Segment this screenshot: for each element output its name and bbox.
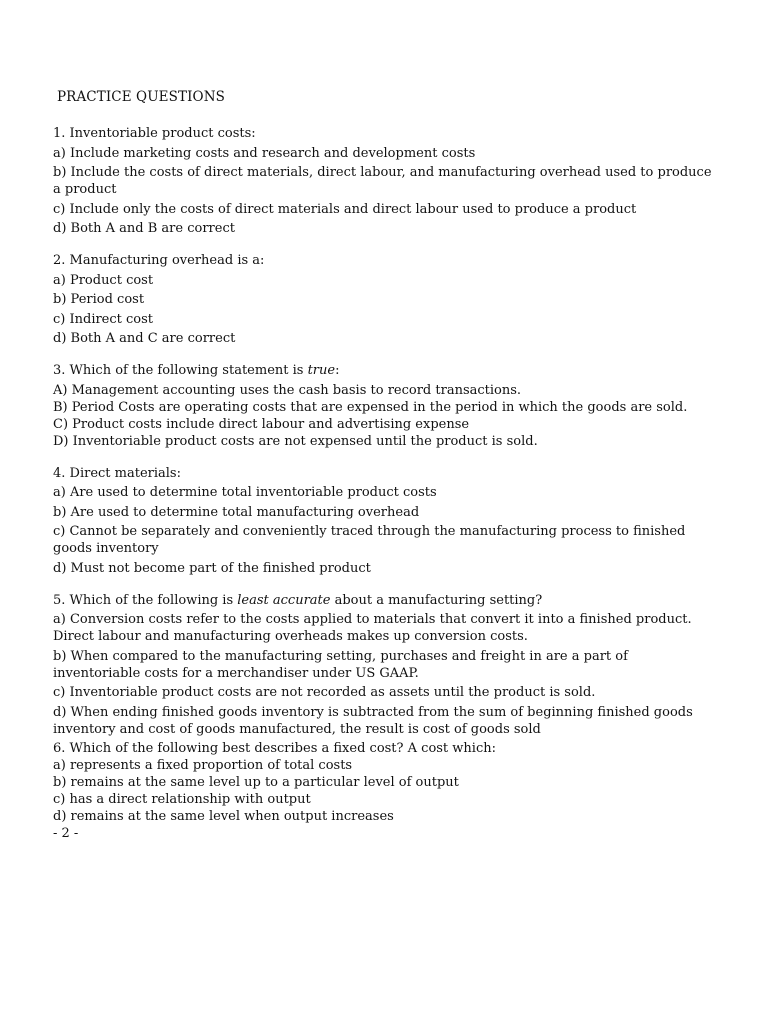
option-c: c) has a direct relationship with output — [53, 792, 311, 807]
question-3 — [53, 362, 713, 450]
option-d: d) When ending finished goods inventory is subtracted from the sum of beginning finished goods inventory and cost of goods manufactured, the result is cost of goods sold — [53, 704, 693, 737]
option-b: b) Period cost — [53, 292, 145, 307]
option-a: A) Management accounting uses the cash basis to record transactions. — [53, 382, 522, 398]
option-a: a) Product cost — [53, 272, 154, 288]
page-number: - 2 - — [53, 826, 79, 841]
question-6 — [53, 740, 713, 825]
option-d: d) Both A and B are correct — [53, 221, 235, 236]
document-page — [53, 88, 713, 855]
question-1 — [53, 125, 713, 237]
question-5 — [53, 592, 713, 738]
question-text-start: 5. Which of the following is — [53, 592, 238, 608]
option-a: a) Conversion costs refer to the costs applied to materials that convert it into a finished product. Direct labour and manufacturing overheads makes up conversion costs. — [53, 612, 692, 644]
question-text-end: about a manufacturing setting? — [330, 592, 543, 608]
option-a: a) represents a fixed proportion of total costs — [53, 758, 353, 773]
question-text-start: 3. Which of the following statement is — [53, 363, 308, 378]
question-text — [53, 362, 713, 379]
question-2 — [53, 252, 713, 347]
option-d: D) Inventoriable product costs are not expensed until the product is sold. — [53, 433, 538, 449]
option-b: B) Period Costs are operating costs that are expensed in the period in which the goods are sold. — [53, 399, 688, 415]
option-c: c) Cannot be separately and conveniently traced through the manufacturing process to finished goods inventory — [53, 524, 686, 556]
question-text-emphasis: true — [307, 363, 336, 378]
option-a: a) Are used to determine total inventoriable product costs — [53, 485, 437, 500]
question-text: 4. Direct materials: — [53, 465, 181, 481]
question-text: 1. Inventoriable product costs: — [53, 126, 256, 141]
page-heading: PRACTICE QUESTIONS — [57, 89, 225, 105]
option-d: d) remains at the same level when output increases — [53, 809, 394, 824]
question-text-emphasis: least accurate — [237, 592, 331, 608]
option-b: b) Include the costs of direct materials, direct labour, and manufacturing overhead used to produce a product — [53, 165, 712, 197]
option-c: c) Inventoriable product costs are not recorded as assets until the product is sold. — [53, 685, 596, 700]
question-4 — [53, 465, 713, 577]
option-b: b) When compared to the manufacturing setting, purchases and freight in are a part of inventoriable costs for a merchandiser under US GAAP. — [53, 648, 628, 681]
option-a: a) Include marketing costs and research and development costs — [53, 145, 476, 161]
option-c: c) Indirect cost — [53, 311, 154, 327]
option-d: d) Both A and C are correct — [53, 331, 236, 346]
option-c: c) Include only the costs of direct materials and direct labour used to produce a product — [53, 201, 637, 217]
option-d: d) Must not become part of the finished product — [53, 560, 371, 576]
option-b: b) remains at the same level up to a particular level of output — [53, 775, 459, 790]
option-b: b) Are used to determine total manufacturing overhead — [53, 504, 420, 520]
question-text-end: : — [335, 363, 340, 378]
question-text: 6. Which of the following best describes a fixed cost? A cost which: — [53, 741, 496, 756]
question-text — [53, 592, 713, 609]
option-c: C) Product costs include direct labour and advertising expense — [53, 416, 470, 432]
question-text: 2. Manufacturing overhead is a: — [53, 253, 265, 268]
